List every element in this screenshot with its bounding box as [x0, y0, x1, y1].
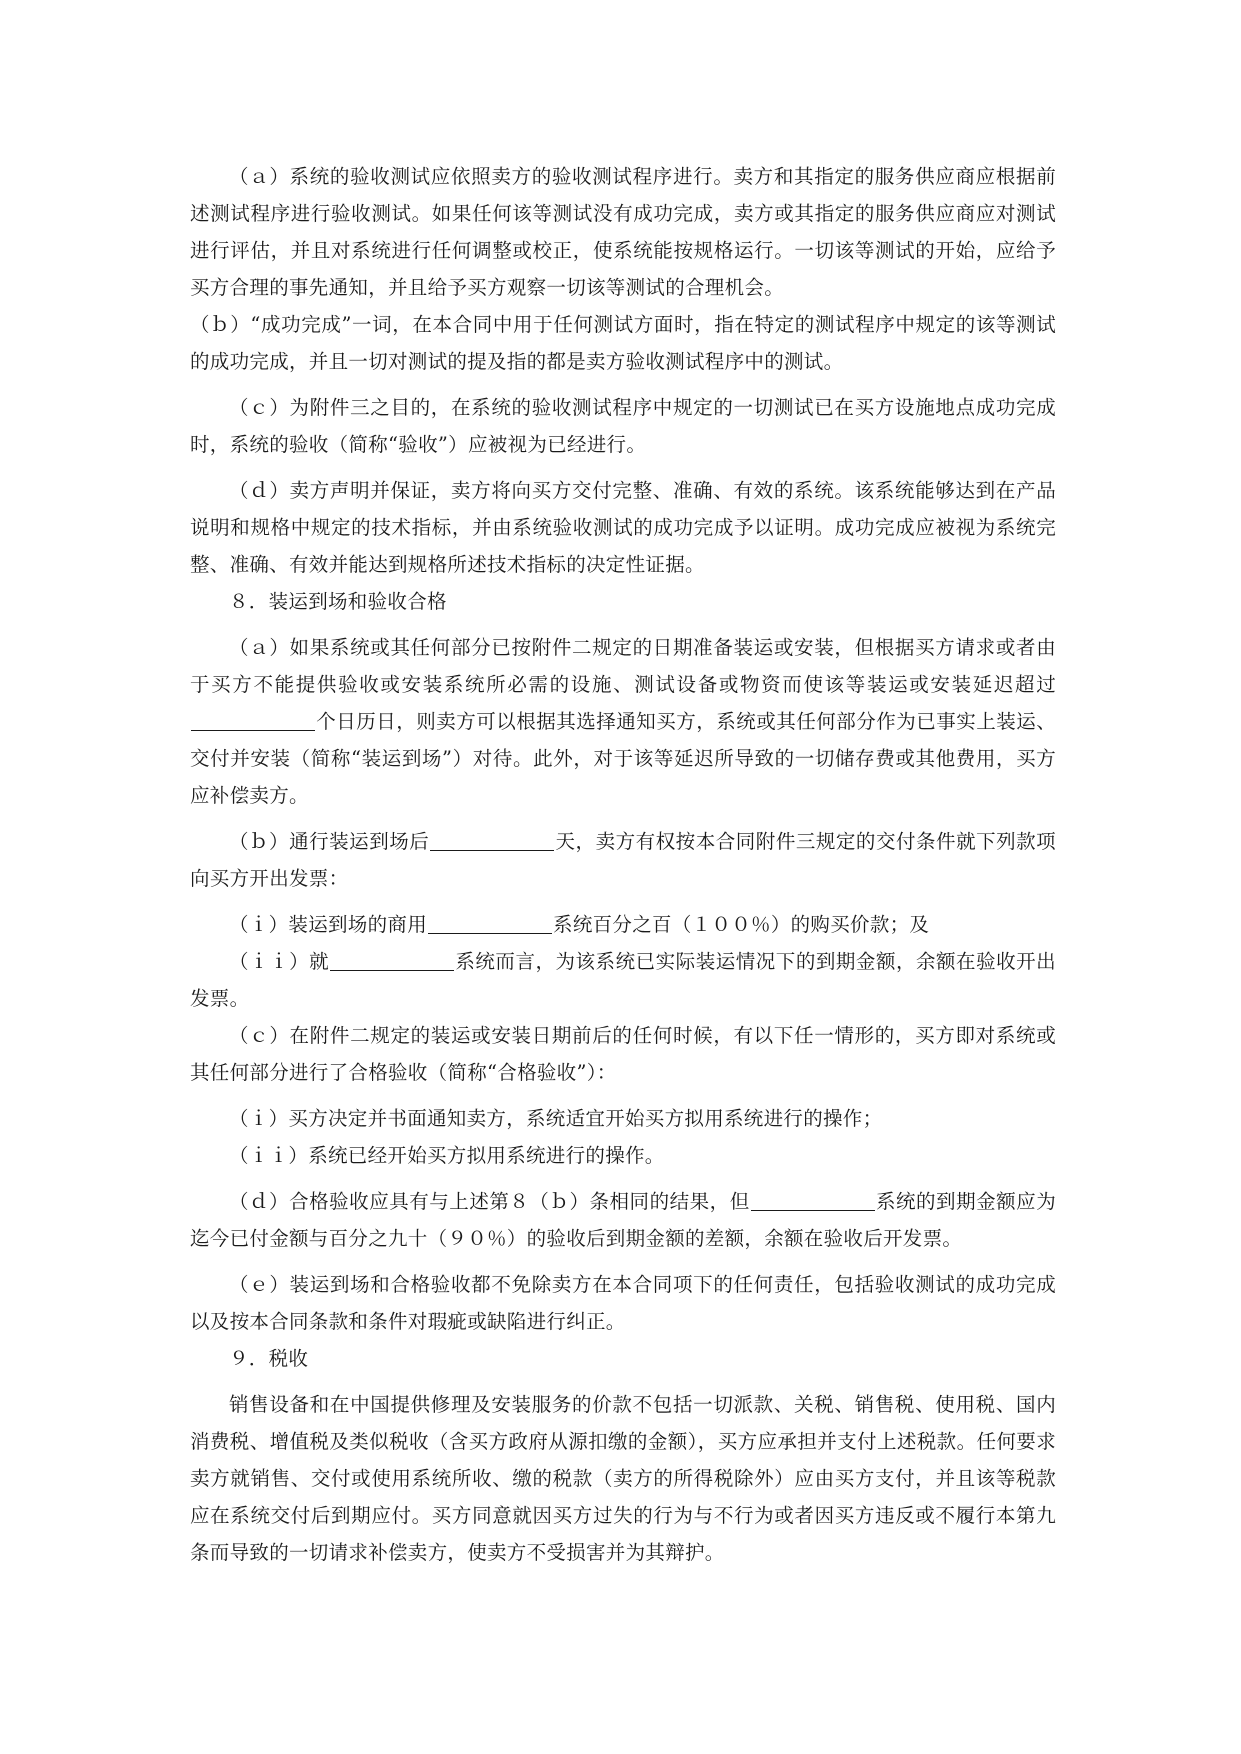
clause-7a: （ａ）系统的验收测试应依照卖方的验收测试程序进行。卖方和其指定的服务供应商应根据前述测试程序进行验收测试。如果任何该等测试没有成功完成，卖方或其指定的服务供应商应对测试进行评估，并且对系统进行任何调整或校正，使系统能按规格运行。一切该等测试的开始，应给予买方合理的事先通知，并且给予买方观察一切该等测试的合理机会。 [190, 165, 1056, 299]
clause-8d-text-2: 系统的到期金额应为迄今已付金额与百分之九十（９０％）的验收后到期金额的差额，余额在验收后开发票。 [190, 1190, 1056, 1250]
clause-8a-text-2: 个日历日，则卖方可以根据其选择通知买方，系统或其任何部分作为已事实上装运、交付并安装（简称“装运到场”）对待。此外，对于该等延迟所导致的一切储存费或其他费用，买方应补偿卖方。 [190, 710, 1056, 807]
clause-8b-text-1: （ｂ）通行装运到场后 [229, 830, 430, 853]
clause-8b-ii-text-2: 系统而言，为该系统已实际装运情况下的到期金额，余额在验收开出发票。 [190, 950, 1056, 1010]
clause-8d-text-1: （ｄ）合格验收应具有与上述第８（ｂ）条相同的结果，但 [229, 1190, 750, 1213]
blank-line [430, 849, 554, 851]
blank-line [191, 729, 315, 731]
clause-7d: （ｄ）卖方声明并保证，卖方将向买方交付完整、准确、有效的系统。该系统能够达到在产品说明和规格中规定的技术指标，并由系统验收测试的成功完成予以证明。成功完成应被视为系统完整、准确、有效并能达到规格所述技术指标的决定性证据。 [190, 479, 1056, 576]
clause-8a [190, 629, 1056, 814]
clause-8b-text-2: 天，卖方有权按本合同附件三规定的交付条件就下列款项向买方开出发票： [190, 830, 1056, 890]
clause-7c: （ｃ）为附件三之目的，在系统的验收测试程序中规定的一切测试已在买方设施地点成功完成时，系统的验收（简称“验收”）应被视为已经进行。 [190, 396, 1056, 456]
blank-line [751, 1209, 875, 1211]
clause-8c-ii: （ｉｉ）系统已经开始买方拟用系统进行的操作。 [229, 1144, 665, 1167]
blank-line [428, 932, 552, 934]
clause-9-body: 销售设备和在中国提供修理及安装服务的价款不包括一切派款、关税、销售税、使用税、国内消费税、增值税及类似税收（含买方政府从源扣缴的金额），买方应承担并支付上述税款。任何要求卖方就销售、交付或使用系统所收、缴的税款（卖方的所得税除外）应由买方支付，并且该等税款应在系统交付后到期应付。买方同意就因买方过失的行为与不行为或者因买方违反或不履行本第九条而导致的一切请求补偿卖方，使卖方不受损害并为其辩护。 [190, 1393, 1056, 1564]
section-8-heading: ８．装运到场和验收合格 [229, 590, 447, 613]
clause-8b [190, 823, 1056, 897]
clause-8c: （ｃ）在附件二规定的装运或安装日期前后的任何时候，有以下任一情形的，买方即对系统或其任何部分进行了合格验收（简称“合格验收”）： [190, 1024, 1056, 1084]
clause-8e: （ｅ）装运到场和合格验收都不免除卖方在本合同项下的任何责任，包括验收测试的成功完成以及按本合同条款和条件对瑕疵或缺陷进行纠正。 [190, 1273, 1056, 1333]
clause-8b-i [190, 906, 1056, 943]
clause-8a-text-1: （ａ）如果系统或其任何部分已按附件二规定的日期准备装运或安装，但根据买方请求或者由于买方不能提供验收或安装系统所必需的设施、测试设备或物资而使该等装运或安装延迟超过 [190, 636, 1056, 696]
clause-7b: （ｂ）“成功完成”一词，在本合同中用于任何测试方面时，指在特定的测试程序中规定的该等测试的成功完成，并且一切对测试的提及指的都是卖方验收测试程序中的测试。 [190, 313, 1056, 373]
clause-8b-ii [190, 943, 1056, 1017]
blank-line [330, 969, 454, 971]
section-9-heading: ９．税收 [229, 1347, 309, 1370]
clause-8b-i-text-1: （ｉ）装运到场的商用 [229, 913, 428, 936]
clause-8d [190, 1183, 1056, 1257]
clause-8b-i-text-2: 系统百分之百（１００％）的购买价款；及 [553, 913, 930, 936]
clause-8c-i: （ｉ）买方决定并书面通知卖方，系统适宜开始买方拟用系统进行的操作； [229, 1107, 883, 1130]
document-body [190, 158, 1056, 1571]
clause-8b-ii-text-1: （ｉｉ）就 [229, 950, 330, 973]
